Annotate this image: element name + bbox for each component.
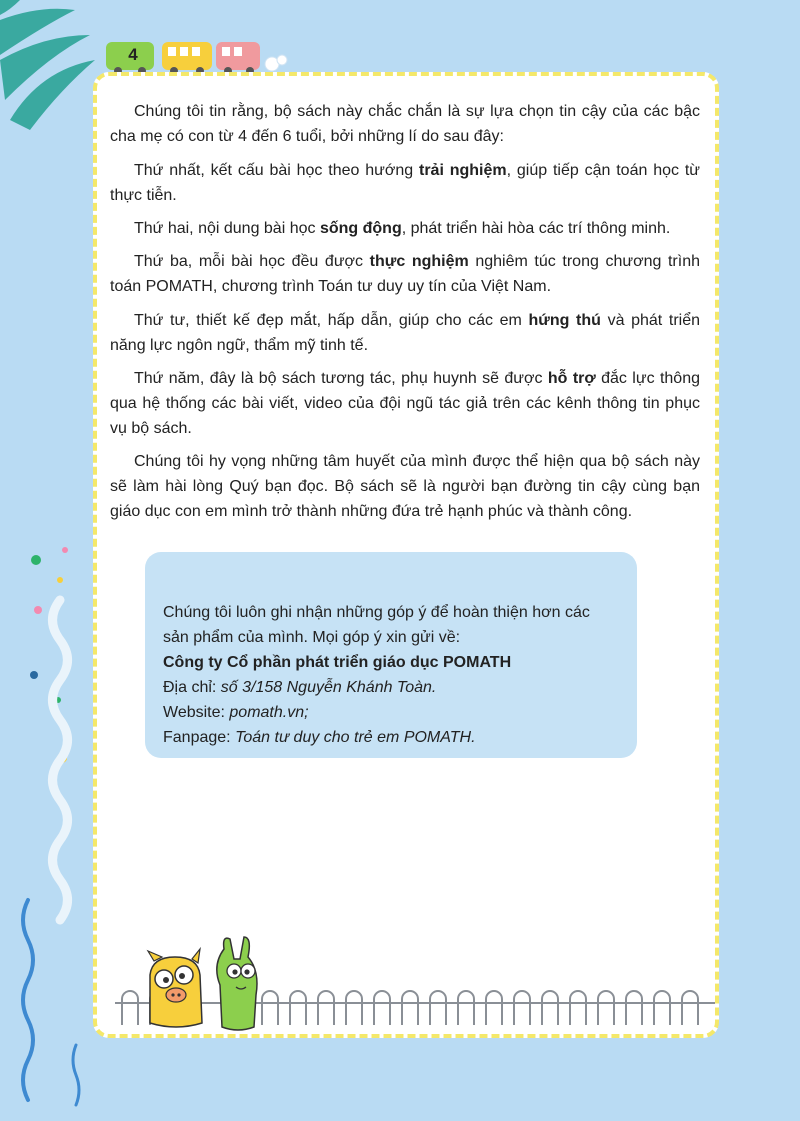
fanpage-link[interactable]: Toán tư duy cho trẻ em POMATH.	[235, 729, 476, 746]
contact-address: Địa chỉ: số 3/158 Nguyễn Khánh Toàn.	[163, 679, 437, 696]
intro-paragraph: Chúng tôi tin rằng, bộ sách này chắc chắn là sự lựa chọn tin cậy của các bậc cha mẹ có con từ 4 đến 6 tuổi, bởi những lí do sau đây:	[110, 103, 700, 145]
contact-text: Chúng tôi luôn ghi nhận những góp ý để hoàn thiện hơn các	[163, 604, 590, 621]
contact-fanpage: Fanpage: Toán tư duy cho trẻ em POMATH.	[163, 729, 476, 746]
contact-box	[145, 552, 637, 758]
company-name: Công ty Cổ phần phát triển giáo dục POMATH	[163, 654, 512, 671]
page-number: 4	[128, 45, 138, 64]
emphasis: hỗ trợ	[547, 370, 596, 387]
mascot-characters	[140, 935, 270, 1035]
website-link[interactable]: pomath.vn;	[229, 704, 309, 721]
emphasis: trải nghiệm	[418, 162, 507, 179]
reason-paragraph-1: Thứ nhất, kết cấu bài học theo hướng trải nghiệm, giúp tiếp cận toán học từ thực tiễn.	[110, 162, 701, 204]
reason-paragraph-3: Thứ ba, mỗi bài học đều được thực nghiệm nghiêm túc trong chương trình toán POMATH, chương trình Toán tư duy uy tín của Việt Nam.	[110, 253, 700, 295]
reason-paragraph-5: Thứ năm, đây là bộ sách tương tác, phụ huynh sẽ được hỗ trợ đắc lực thông qua hệ thống các bài viết, video của đội ngũ tác giả trên các kênh thông tin phục vụ bộ sách.	[110, 370, 700, 437]
contact-text: sản phẩm của mình. Mọi góp ý xin gửi về:	[163, 629, 461, 646]
closing-paragraph: Chúng tôi hy vọng những tâm huyết của mình được thể hiện qua bộ sách này sẽ làm hài lòng Quý bạn đọc. Bộ sách sẽ là người bạn đường tin cậy cùng bạn giáo dục con em mình trở thành những đứa trẻ hạnh phúc và thành công.	[110, 453, 700, 520]
emphasis: sống động	[319, 220, 402, 237]
contact-website: Website: pomath.vn;	[163, 704, 309, 721]
emphasis: thực nghiệm	[369, 253, 469, 270]
squiggle-decoration	[10, 540, 90, 1120]
reason-paragraph-2: Thứ hai, nội dung bài học sống động, phát triển hài hòa các trí thông minh.	[134, 220, 671, 237]
emphasis: hứng thú	[528, 312, 601, 329]
reason-paragraph-4: Thứ tư, thiết kế đẹp mắt, hấp dẫn, giúp cho các em hứng thú và phát triển năng lực ngôn ngữ, thẩm mỹ tinh tế.	[110, 312, 700, 354]
